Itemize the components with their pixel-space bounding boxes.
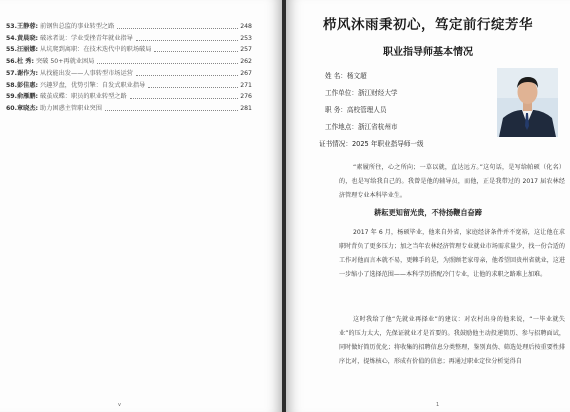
- toc-entry[interactable]: [6, 32, 252, 42]
- toc-author: 王静蓉:: [16, 23, 39, 30]
- toc-author: 杜 秀:: [16, 58, 34, 66]
- portrait-image: [497, 68, 558, 137]
- toc-page-number: 257: [240, 46, 252, 54]
- toc-number: 57.: [6, 69, 17, 77]
- toc-page-number: 262: [240, 58, 252, 66]
- section-title: 职业指导师基本情况: [383, 47, 473, 58]
- toc-number: 58.: [6, 81, 17, 89]
- toc-entry[interactable]: [6, 67, 252, 77]
- toc-title: 前钢售总监的事业转型之路: [40, 23, 115, 30]
- toc-page-number: 276: [240, 93, 252, 101]
- toc-author: 汪丽娜:: [16, 46, 39, 54]
- toc-entry[interactable]: [6, 79, 252, 89]
- info-row-name: [325, 72, 367, 80]
- info-row-employer: [325, 89, 398, 97]
- info-value: 杨文超: [346, 72, 367, 80]
- toc-number: 59.: [6, 93, 17, 101]
- toc-leader-dots: [154, 51, 238, 52]
- toc-number: 54.: [6, 34, 17, 42]
- info-row-position: [325, 106, 386, 114]
- info-value: 高校管理人员: [346, 106, 387, 114]
- toc-page-number: 267: [240, 69, 252, 77]
- right-page: [286, 0, 570, 412]
- toc-author: 谢作为:: [16, 69, 39, 77]
- portrait-photo: [497, 68, 558, 137]
- toc-number: 60.: [6, 104, 17, 112]
- paragraph-3: 这时我给了他“先就业再择业”的建议：对农村出身的他来说，“一毕业就失业”的压力太大，先保证就业才是首要的。我鼓励他主动投递简历、参与招聘面试，同时做好简历优化；将收集的招聘信息分类整理，鉴别真伪、筛选处理后按重要性排序比对，提炼核心，形成有价值的信息；再通过职业定位分析觉得自: [339, 316, 565, 365]
- toc-title: 突破 50+再就业困局: [35, 58, 95, 66]
- toc-entry[interactable]: [6, 20, 252, 30]
- toc-author: 章晓杰:: [16, 104, 39, 112]
- section-heading: 耕耘更知留光贵，不待扬鞭自奋蹄: [374, 208, 482, 217]
- info-value: 浙江财经大学: [357, 89, 398, 97]
- toc-number: 56.: [6, 58, 17, 66]
- toc-entry[interactable]: [6, 55, 252, 65]
- left-page-number: v: [118, 402, 121, 408]
- info-value: 浙江省杭州市: [357, 123, 398, 131]
- right-page-number: 1: [436, 402, 440, 408]
- toc-author: 黄晨晓:: [16, 34, 39, 42]
- info-row-location: [325, 123, 398, 131]
- info-row-certificate: [319, 140, 424, 148]
- toc-title: 破冰者说：学业受挫青年就业指导: [40, 34, 133, 42]
- toc-page-number: 248: [240, 23, 252, 30]
- toc-page-number: 281: [240, 104, 252, 112]
- article-title: 栉风沐雨秉初心，笃定前行绽芳华: [323, 17, 533, 33]
- toc-number: 55.: [6, 46, 17, 54]
- toc-leader-dots: [117, 28, 238, 29]
- toc-leader-dots: [148, 87, 238, 88]
- info-label: 证书情况：: [319, 140, 352, 148]
- toc-entry[interactable]: [6, 43, 252, 53]
- toc-page-number: 271: [240, 81, 252, 89]
- toc-author: 俞雁鹏:: [16, 93, 39, 101]
- toc-leader-dots: [136, 75, 238, 76]
- info-value: 2025 年职业指导师一级: [351, 140, 424, 148]
- toc-leader-dots: [97, 63, 238, 64]
- toc-title: 兴趣罗盘，优势引擎：自发式职业指导: [40, 81, 146, 89]
- toc-leader-dots: [130, 98, 239, 99]
- toc-title: 从坑爬到离职：在技术迭代中的职场破局: [40, 46, 152, 54]
- toc-number: 53.: [6, 23, 17, 30]
- toc-leader-dots: [105, 110, 238, 111]
- info-label: 工作单位：: [325, 89, 358, 97]
- toc-leader-dots: [136, 40, 238, 41]
- toc-entry[interactable]: [6, 90, 252, 100]
- paragraph-2: 2017 年 6 月，杨硕毕业，他来自外省，家庭经济条件并不宽裕，这让他在求职时背负了更多压力；加之当年农林经济管理专业就业市场需求量少，找一份合适的工作对他而言本就不易，更棘手的是，为照顾老家母亲，他希望回贵州省就业，这进一步缩小了选择范围——本科学历搭配冷门专业，让他的求职之路难上加难。: [339, 229, 565, 278]
- intro-paragraph: “素履所往，心之所向；一草以就，直达远方。”这句话，是写给帕硕（化名）的，也是写给我自己的。我曾是他的辅导员，而他，正是我带过的 2017 届农林经济管理专业本科毕业生。: [339, 164, 565, 199]
- toc-author: 彭佳惠:: [16, 81, 39, 89]
- info-label: 职 务：: [325, 106, 347, 114]
- toc-title: 助力困惑主管职业突围: [40, 104, 102, 112]
- toc-page-number: 253: [240, 34, 252, 42]
- left-page: [0, 0, 282, 412]
- info-label: 姓 名：: [325, 72, 347, 80]
- toc-title: 破茧成蝶：职员的职业转型之路: [40, 93, 127, 101]
- toc-title: 从找能出发——人事转型市场运营: [40, 69, 133, 77]
- info-label: 工作地点：: [325, 123, 358, 131]
- toc-entry[interactable]: [6, 102, 252, 112]
